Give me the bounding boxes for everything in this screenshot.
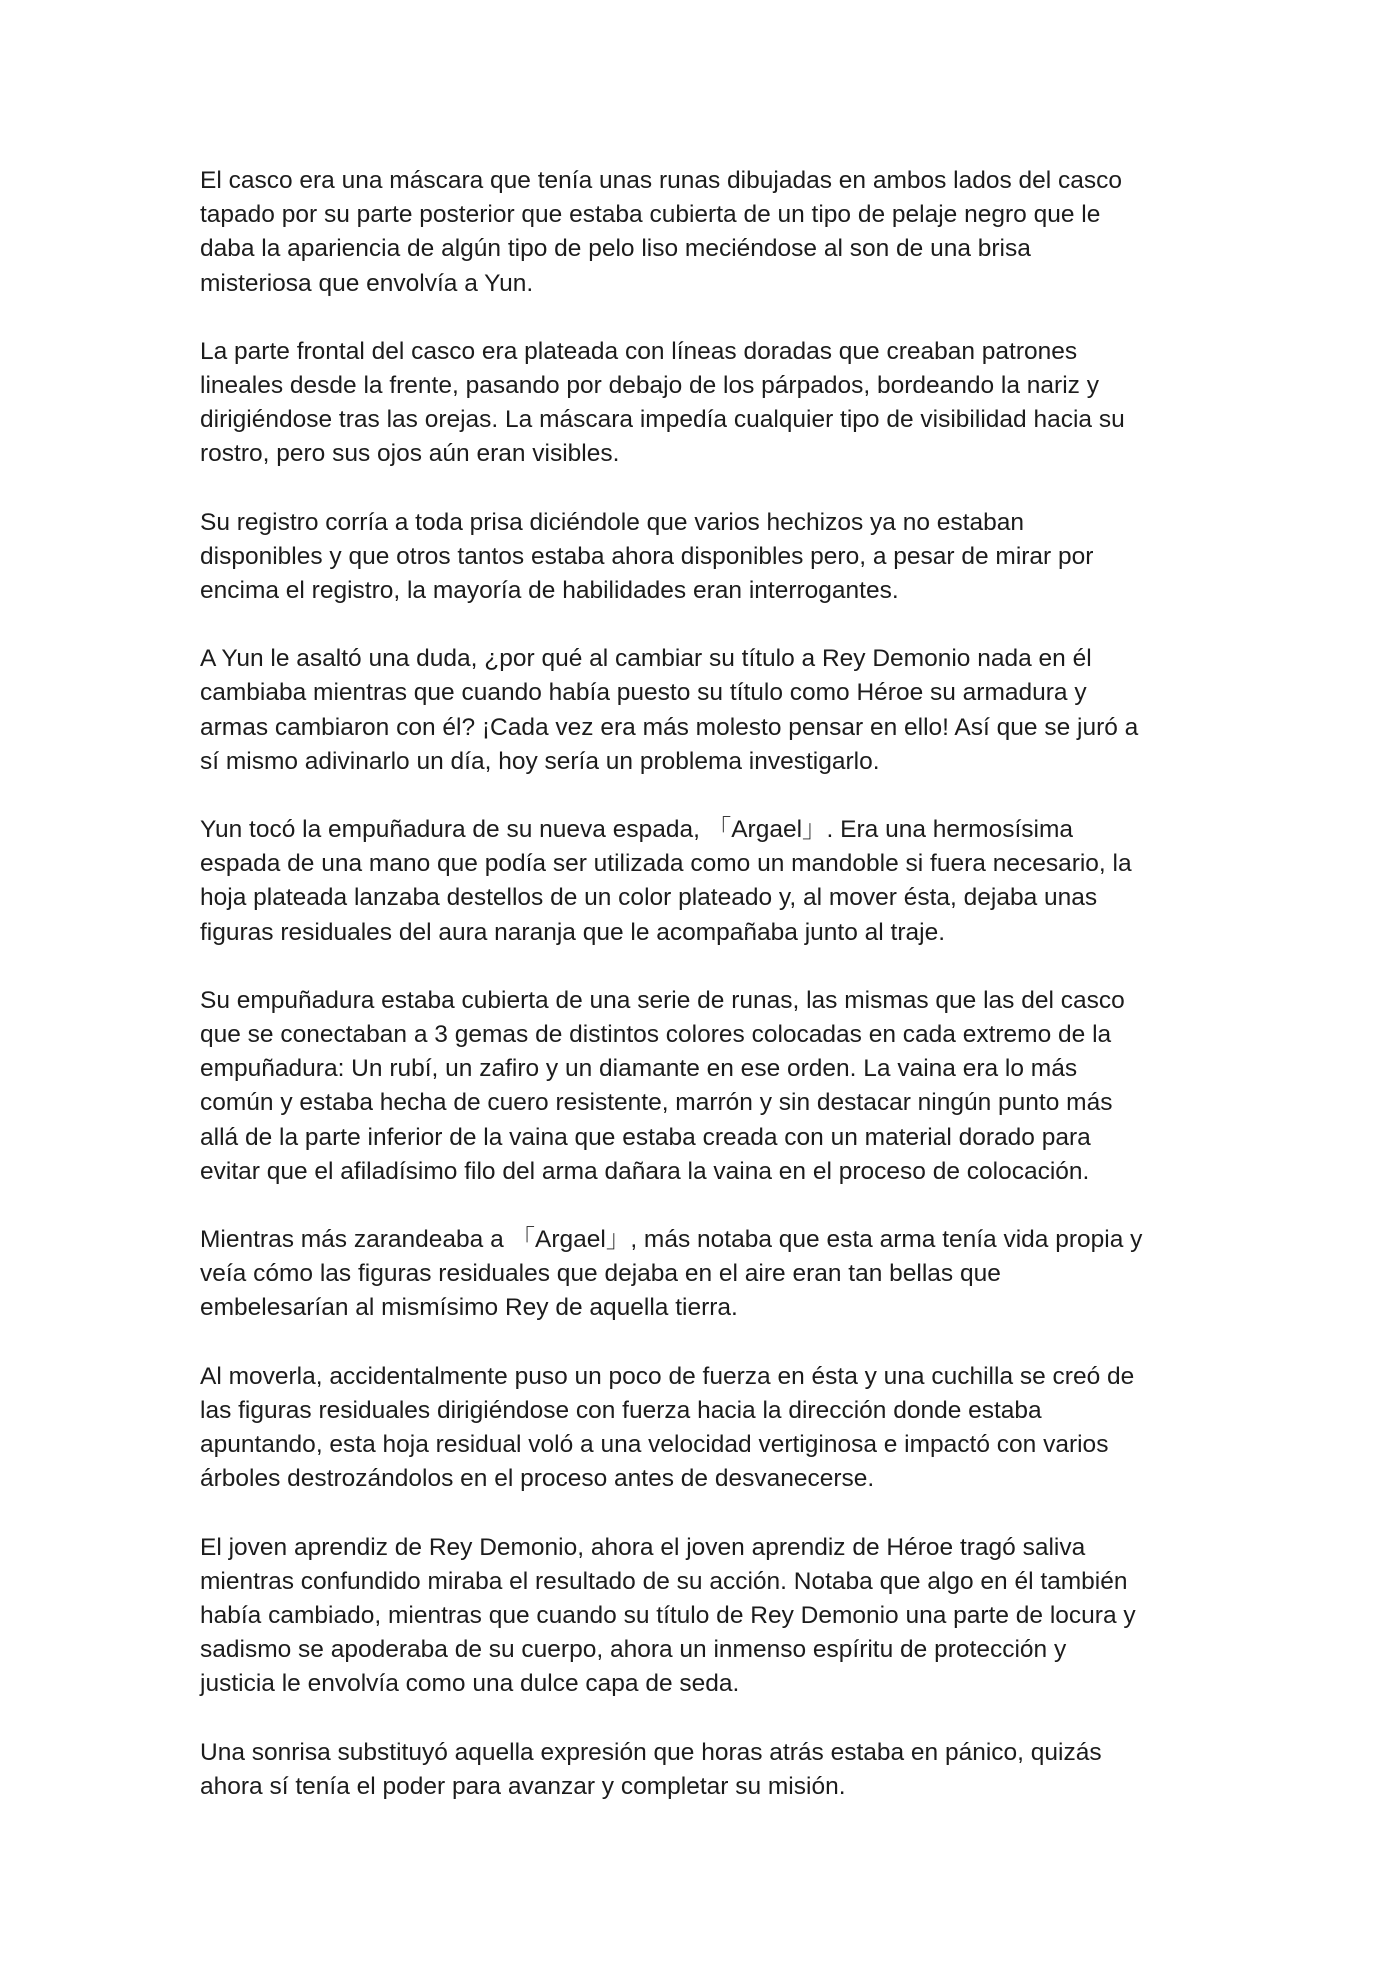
text-line: sí mismo adivinarlo un día, hoy sería un problema investigarlo.: [200, 747, 880, 775]
text-line: lineales desde la frente, pasando por debajo de los párpados, bordeando la nariz y: [200, 372, 1099, 400]
text-line: El casco era una máscara que tenía unas runas dibujadas en ambos lados del casco: [200, 167, 1123, 194]
paragraph-8: [200, 1360, 1210, 1497]
paragraph-5: [200, 813, 1210, 950]
text-line: A Yun le asaltó una duda, ¿por qué al cambiar su título a Rey Demonio nada en él: [200, 645, 1092, 673]
paragraph-9: [200, 1531, 1210, 1702]
paragraph-7: [200, 1223, 1210, 1326]
text-line: apuntando, esta hoja residual voló a una velocidad vertiginosa e impactó con varios: [200, 1431, 1109, 1459]
text-line: espada de una mano que podía ser utilizada como un mandoble si fuera necesario, la: [200, 850, 1132, 878]
text-line: las figuras residuales dirigiéndose con fuerza hacia la dirección donde estaba: [200, 1396, 1042, 1424]
text-line: La parte frontal del casco era plateada con líneas doradas que creaban patrones: [200, 337, 1078, 365]
paragraph-10: [200, 1736, 1210, 1804]
text-line: figuras residuales del aura naranja que le acompañaba junto al traje.: [200, 918, 946, 946]
text-line: armas cambiaron con él? ¡Cada vez era más molesto pensar en ello! Así que se juró a: [200, 713, 1139, 741]
text-line: cambiaba mientras que cuando había puesto su título como Héroe su armadura y: [200, 679, 1087, 707]
text-line: hoja plateada lanzaba destellos de un color plateado y, al mover ésta, dejaba unas: [200, 884, 1098, 912]
paragraph-6: [200, 984, 1210, 1189]
paragraph-4: [200, 642, 1210, 779]
text-line: misteriosa que envolvía a Yun.: [200, 269, 534, 297]
text-line: Mientras más zarandeaba a 「Argael」, más notaba que esta arma tenía vida propia y: [200, 1226, 1143, 1254]
text-line: daba la apariencia de algún tipo de pelo liso meciéndose al son de una brisa: [200, 235, 1031, 263]
text-line: había cambiado, mientras que cuando su título de Rey Demonio una parte de locura y: [200, 1601, 1136, 1629]
text-line: común y estaba hecha de cuero resistente, marrón y sin destacar ningún punto más: [200, 1089, 1113, 1117]
text-line: allá de la parte inferior de la vaina que estaba creada con un material dorado para: [200, 1123, 1091, 1151]
text-line: encima el registro, la mayoría de habilidades eran interrogantes.: [200, 577, 899, 605]
paragraph-3: [200, 506, 1210, 609]
text-line: dirigiéndose tras las orejas. La máscara impedía cualquier tipo de visibilidad hacia su: [200, 406, 1125, 434]
paragraph-2: [200, 335, 1210, 472]
document-body: [200, 164, 1210, 1838]
text-line: Yun tocó la empuñadura de su nueva espada, 「Argael」. Era una hermosísima: [200, 816, 1073, 844]
text-line: El joven aprendiz de Rey Demonio, ahora el joven aprendiz de Héroe tragó saliva: [200, 1533, 1086, 1561]
text-line: disponibles y que otros tantos estaba ahora disponibles pero, a pesar de mirar por: [200, 542, 1094, 570]
text-line: embelesarían al mismísimo Rey de aquella tierra.: [200, 1294, 738, 1322]
text-line: evitar que el afiladísimo filo del arma dañara la vaina en el proceso de colocación.: [200, 1157, 1090, 1185]
text-line: Su registro corría a toda prisa diciéndole que varios hechizos ya no estaban: [200, 508, 1024, 536]
text-line: rostro, pero sus ojos aún eran visibles.: [200, 440, 620, 468]
text-line: Al moverla, accidentalmente puso un poco de fuerza en ésta y una cuchilla se creó de: [200, 1362, 1135, 1390]
text-line: empuñadura: Un rubí, un zafiro y un diamante en ese orden. La vaina era lo más: [200, 1055, 1078, 1083]
text-line: Su empuñadura estaba cubierta de una serie de runas, las mismas que las del casco: [200, 986, 1125, 1014]
text-line: tapado por su parte posterior que estaba cubierta de un tipo de pelaje negro que le: [200, 201, 1101, 229]
text-line: justicia le envolvía como una dulce capa de seda.: [200, 1670, 740, 1698]
text-line: sadismo se apoderaba de su cuerpo, ahora un inmenso espíritu de protección y: [200, 1636, 1067, 1664]
paragraph-1: [200, 164, 1210, 301]
text-line: mientras confundido miraba el resultado de su acción. Notaba que algo en él también: [200, 1567, 1128, 1595]
text-line: veía cómo las figuras residuales que dejaba en el aire eran tan bellas que: [200, 1260, 1001, 1288]
text-line: Una sonrisa substituyó aquella expresión que horas atrás estaba en pánico, quizás: [200, 1738, 1102, 1766]
text-line: ahora sí tenía el poder para avanzar y completar su misión.: [200, 1772, 846, 1800]
text-line: que se conectaban a 3 gemas de distintos colores colocadas en cada extremo de la: [200, 1021, 1112, 1049]
text-line: árboles destrozándolos en el proceso antes de desvanecerse.: [200, 1465, 875, 1493]
